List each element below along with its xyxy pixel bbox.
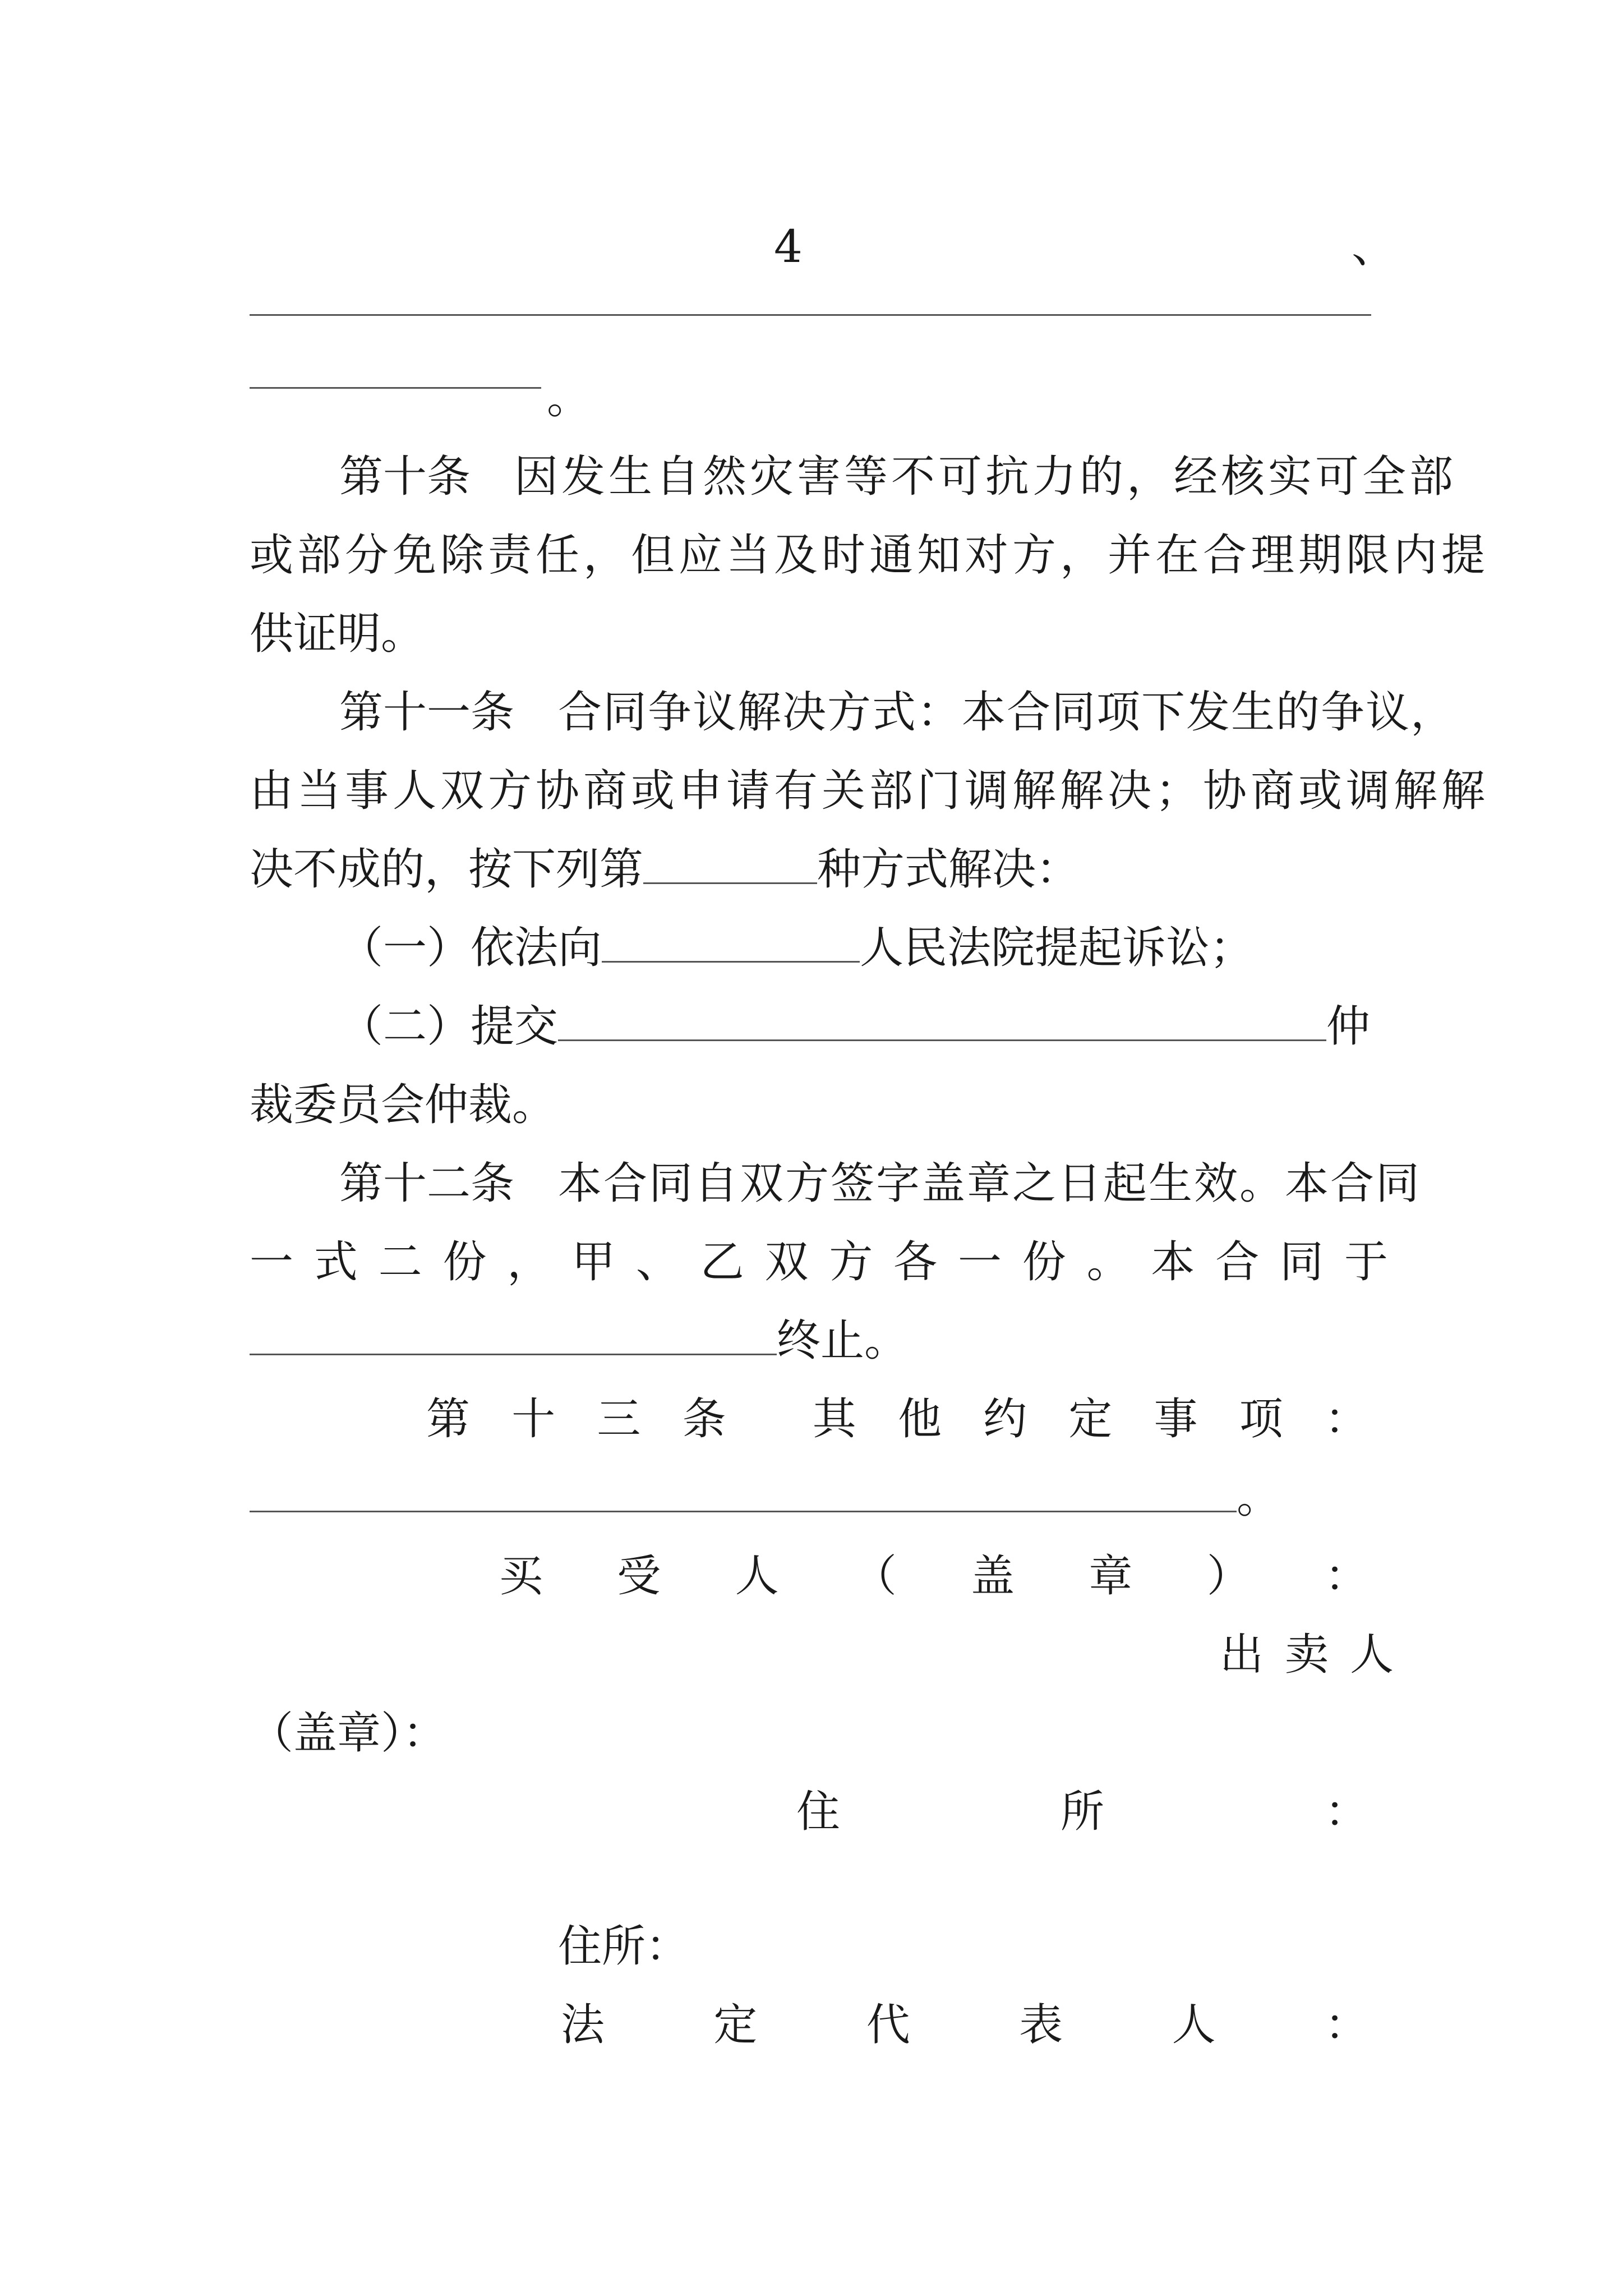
- article-12-text: 终止。: [777, 1315, 909, 1366]
- article-11-line-3: [250, 830, 1388, 909]
- char: 人: [1349, 1630, 1394, 1680]
- char: 表: [1019, 2000, 1063, 2050]
- char: 三: [597, 1394, 641, 1444]
- blank-termination: [250, 1320, 777, 1355]
- char: ：: [1324, 1394, 1368, 1444]
- seller-seal-line: （盖章）：: [250, 1708, 447, 1759]
- article-11-line-2: 由当事人双方协商或申请有关部门调解解决；协商或调解解: [250, 766, 1490, 816]
- char: 所: [1060, 1787, 1104, 1837]
- article-13-line-1: [426, 1380, 1368, 1458]
- char: 约: [983, 1394, 1027, 1444]
- article-10-line-1: [250, 438, 1457, 516]
- article-11-option-2: [250, 987, 1388, 1066]
- option-2-text: 仲: [1326, 1001, 1371, 1052]
- char: 定: [713, 2000, 758, 2050]
- article-11-text: 合同争议解决方式：本合同项下发生的争议，: [558, 687, 1456, 738]
- blank-choice: [643, 849, 817, 884]
- char: 人: [1172, 2000, 1216, 2050]
- char: 条: [682, 1394, 726, 1444]
- end-mark: 。: [1237, 1473, 1281, 1523]
- char: ：: [1324, 1787, 1368, 1837]
- blank-arbitration: [558, 1006, 1326, 1041]
- char: 十: [511, 1394, 556, 1444]
- char: ）: [1206, 1551, 1251, 1602]
- char: 买: [499, 1551, 543, 1602]
- char: 式: [313, 1237, 358, 1287]
- char: ：: [1324, 2000, 1368, 2050]
- char: 甲: [571, 1237, 616, 1287]
- char: 乙: [700, 1237, 744, 1287]
- char: 章: [1089, 1551, 1133, 1602]
- char: 份: [1022, 1237, 1066, 1287]
- article-13-line-2: [250, 1458, 1388, 1537]
- char: ，: [507, 1237, 551, 1287]
- article-10-title: 第十条: [339, 452, 471, 502]
- article-10-text: 因发生自然灾害等不可抗力的，经核实可全部: [514, 452, 1457, 502]
- char: 事: [1154, 1394, 1198, 1444]
- item-separator: 、: [1352, 220, 1396, 273]
- article-12-title: 第十二条: [339, 1158, 515, 1209]
- char: 合: [1215, 1237, 1260, 1287]
- article-12-text: 本合同自双方签字盖章之日起生效。本合同: [558, 1158, 1422, 1209]
- char: 住: [796, 1787, 841, 1837]
- char: 本: [1151, 1237, 1195, 1287]
- article-11-text: 决不成的，按下列第: [250, 844, 644, 895]
- option-1-text: 人民法院提起诉讼；: [860, 923, 1254, 973]
- seller-line: [1220, 1616, 1394, 1694]
- article-11-option-1: [250, 909, 1388, 987]
- char: 法: [561, 2000, 605, 2050]
- blank-other-terms: [250, 1477, 1237, 1512]
- char: 出: [1220, 1630, 1264, 1680]
- char: 卖: [1284, 1630, 1329, 1680]
- option-2-text: （二）提交: [339, 1001, 559, 1052]
- char: 代: [866, 2000, 910, 2050]
- article-12-line-1: [250, 1144, 1422, 1223]
- char: 项: [1239, 1394, 1283, 1444]
- char: 其: [812, 1394, 856, 1444]
- article-12-line-3: [250, 1301, 1388, 1380]
- end-mark: 。: [547, 373, 591, 424]
- blank-line: [250, 314, 1371, 316]
- char: （: [852, 1551, 897, 1602]
- article-12-line-2: [250, 1223, 1388, 1301]
- char: 、: [635, 1237, 680, 1287]
- char: 二: [378, 1237, 422, 1287]
- blank-line: [250, 387, 541, 389]
- char: ：: [1324, 1551, 1368, 1602]
- char: 受: [617, 1551, 661, 1602]
- char: 盖: [971, 1551, 1015, 1602]
- char: 一: [957, 1237, 1002, 1287]
- article-11-text: 种方式解决：: [817, 844, 1080, 895]
- article-11-title: 第十一条: [339, 687, 515, 738]
- article-10-line-2: 或部分免除责任，但应当及时通知对方，并在合理期限内提: [250, 530, 1490, 581]
- buyer-seal-line: [499, 1537, 1368, 1616]
- char: 他: [897, 1394, 942, 1444]
- char: 定: [1068, 1394, 1113, 1444]
- char: 人: [735, 1551, 779, 1602]
- char: 方: [829, 1237, 873, 1287]
- char: 于: [1344, 1237, 1388, 1287]
- char: 双: [764, 1237, 809, 1287]
- address-line-1: [796, 1773, 1368, 1851]
- blank-court: [602, 927, 860, 963]
- char: 各: [893, 1237, 938, 1287]
- char: 一: [250, 1237, 294, 1287]
- char: 同: [1280, 1237, 1324, 1287]
- char: 。: [1086, 1237, 1131, 1287]
- option-1-text: （一）依法向: [339, 923, 602, 973]
- article-11-option-2-cont: 裁委员会仲裁。: [250, 1080, 556, 1130]
- char: 第: [426, 1394, 471, 1444]
- address-line-2: 住所：: [558, 1921, 690, 1972]
- item-number: 4: [774, 220, 803, 273]
- legal-rep-line: [561, 1986, 1368, 2064]
- char: 份: [442, 1237, 487, 1287]
- article-11-line-1: [250, 673, 1456, 752]
- article-10-line-3: 供证明。: [250, 609, 425, 659]
